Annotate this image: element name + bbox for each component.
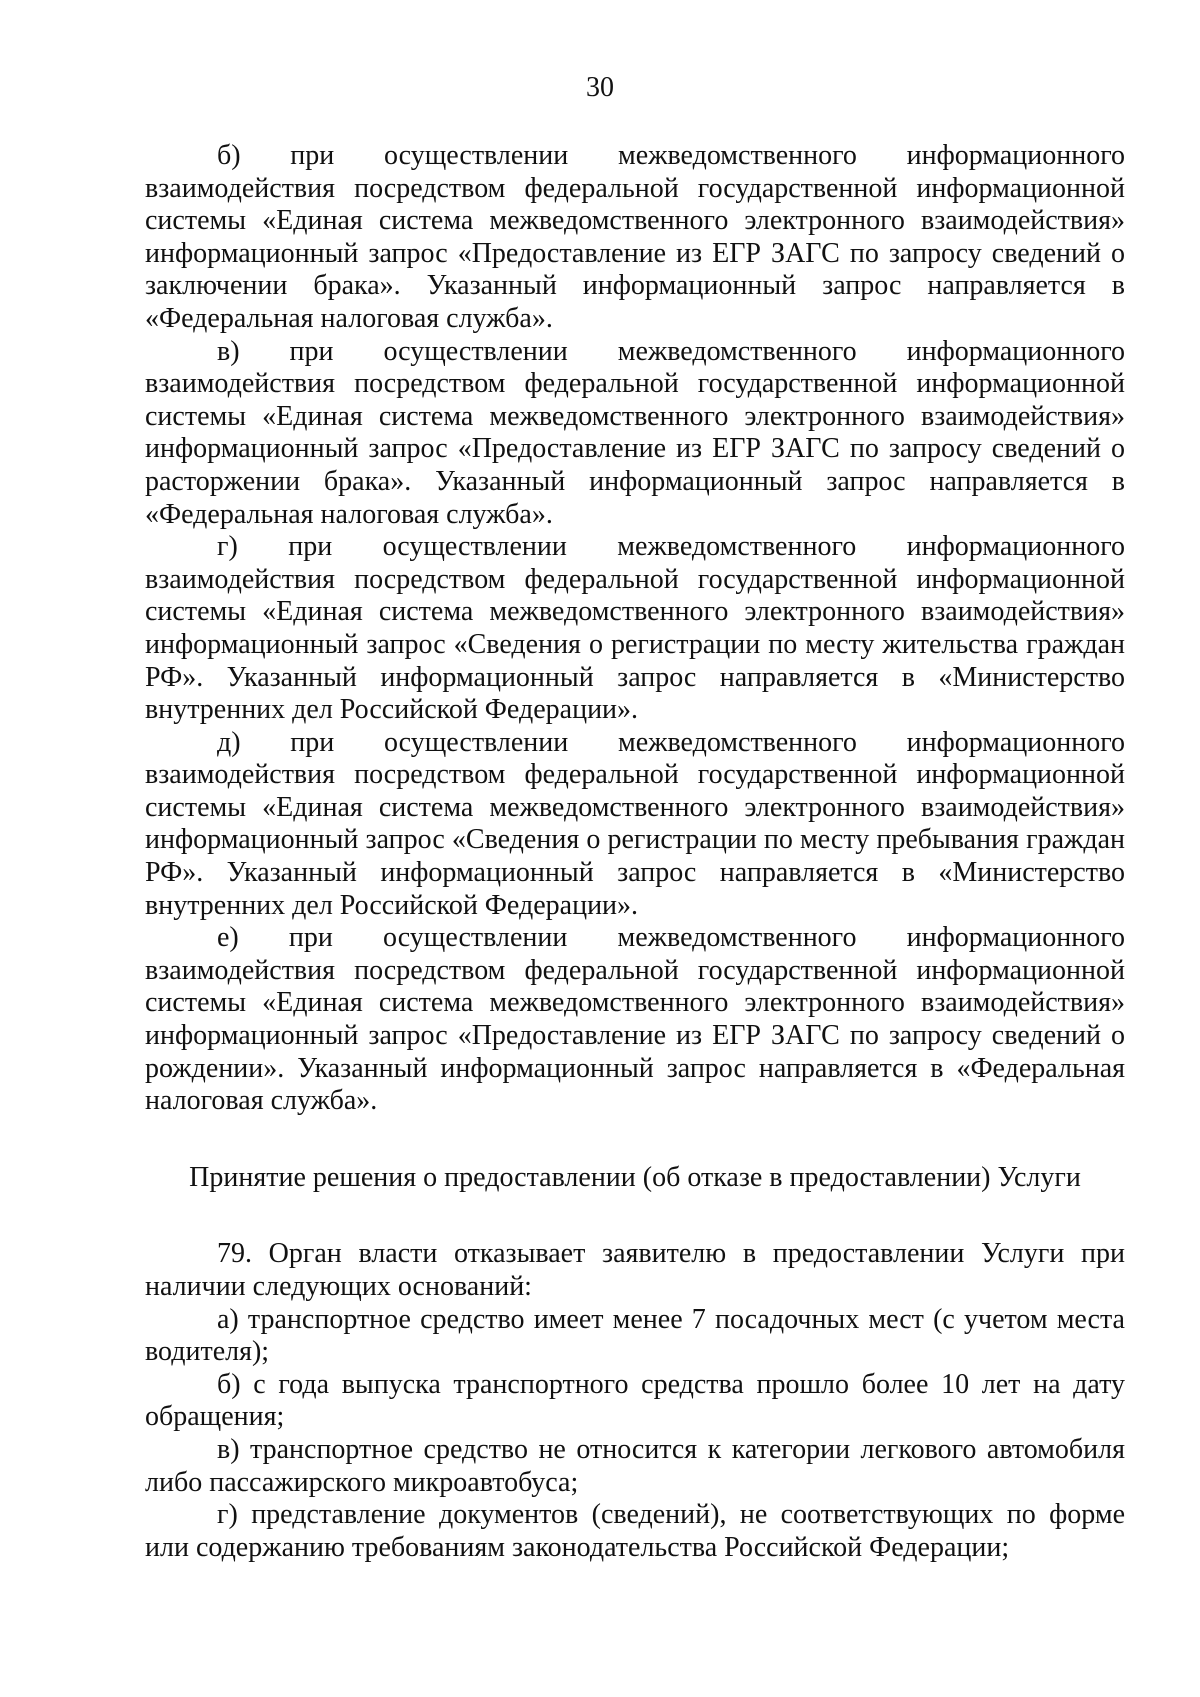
refusal-ground-g: г) представление документов (сведений), не соответствующих по форме или содержанию требованиям законодательства Российской Федерации; xyxy=(145,1499,1125,1563)
paragraph-v-divorce: в) при осуществлении межведомственного информационного взаимодействия посредством федеральной государственной информационной системы «Единая система межведомственного электронного взаимодействия» информационный запрос «Предоставление из ЕГР ЗАГС по запросу сведений о расторжении брака». Указанный информационный запрос направляется в «Федеральная налоговая служба». xyxy=(145,335,1125,530)
page-number: 30 xyxy=(586,72,614,103)
refusal-ground-v: в) транспортное средство не относится к категории легкового автомобиля либо пассажирского микроавтобуса; xyxy=(145,1433,1125,1498)
paragraph-e-birth: е) при осуществлении межведомственного информационного взаимодействия посредством федеральной государственной информационной системы «Единая система межведомственного электронного взаимодействия» информационный запрос «Предоставление из ЕГР ЗАГС по запросу сведений о рождении». Указанный информационный запрос направляется в «Федеральная налоговая служба». xyxy=(145,922,1125,1117)
paragraph-79: 79. Орган власти отказывает заявителю в предоставлении Услуги при наличии следующих оснований: xyxy=(145,1238,1125,1302)
refusal-ground-b: б) с года выпуска транспортного средства прошло более 10 лет на дату обращения; xyxy=(145,1368,1125,1433)
paragraph-d-stay: д) при осуществлении межведомственного информационного взаимодействия посредством федеральной государственной информационной системы «Единая система межведомственного электронного взаимодействия» информационный запрос «Сведения о регистрации по месту пребывания граждан РФ». Указанный информационный запрос направляется в «Министерство внутренних дел Российской Федерации». xyxy=(145,726,1125,921)
document-body xyxy=(145,140,1125,1564)
paragraph-g-residence: г) при осуществлении межведомственного информационного взаимодействия посредством федеральной государственной информационной системы «Единая система межведомственного электронного взаимодействия» информационный запрос «Сведения о регистрации по месту жительства граждан РФ». Указанный информационный запрос направляется в «Министерство внутренних дел Российской Федерации». xyxy=(145,531,1125,726)
refusal-ground-a: а) транспортное средство имеет менее 7 посадочных мест (с учетом места водителя); xyxy=(145,1303,1125,1368)
paragraph-b-marriage: б) при осуществлении межведомственного информационного взаимодействия посредством федеральной государственной информационной системы «Единая система межведомственного электронного взаимодействия» информационный запрос «Предоставление из ЕГР ЗАГС по запросу сведений о заключении брака». Указанный информационный запрос направляется в «Федеральная налоговая служба». xyxy=(145,140,1125,334)
section-heading: Принятие решения о предоставлении (об отказе в предоставлении) Услуги xyxy=(189,1161,1081,1193)
